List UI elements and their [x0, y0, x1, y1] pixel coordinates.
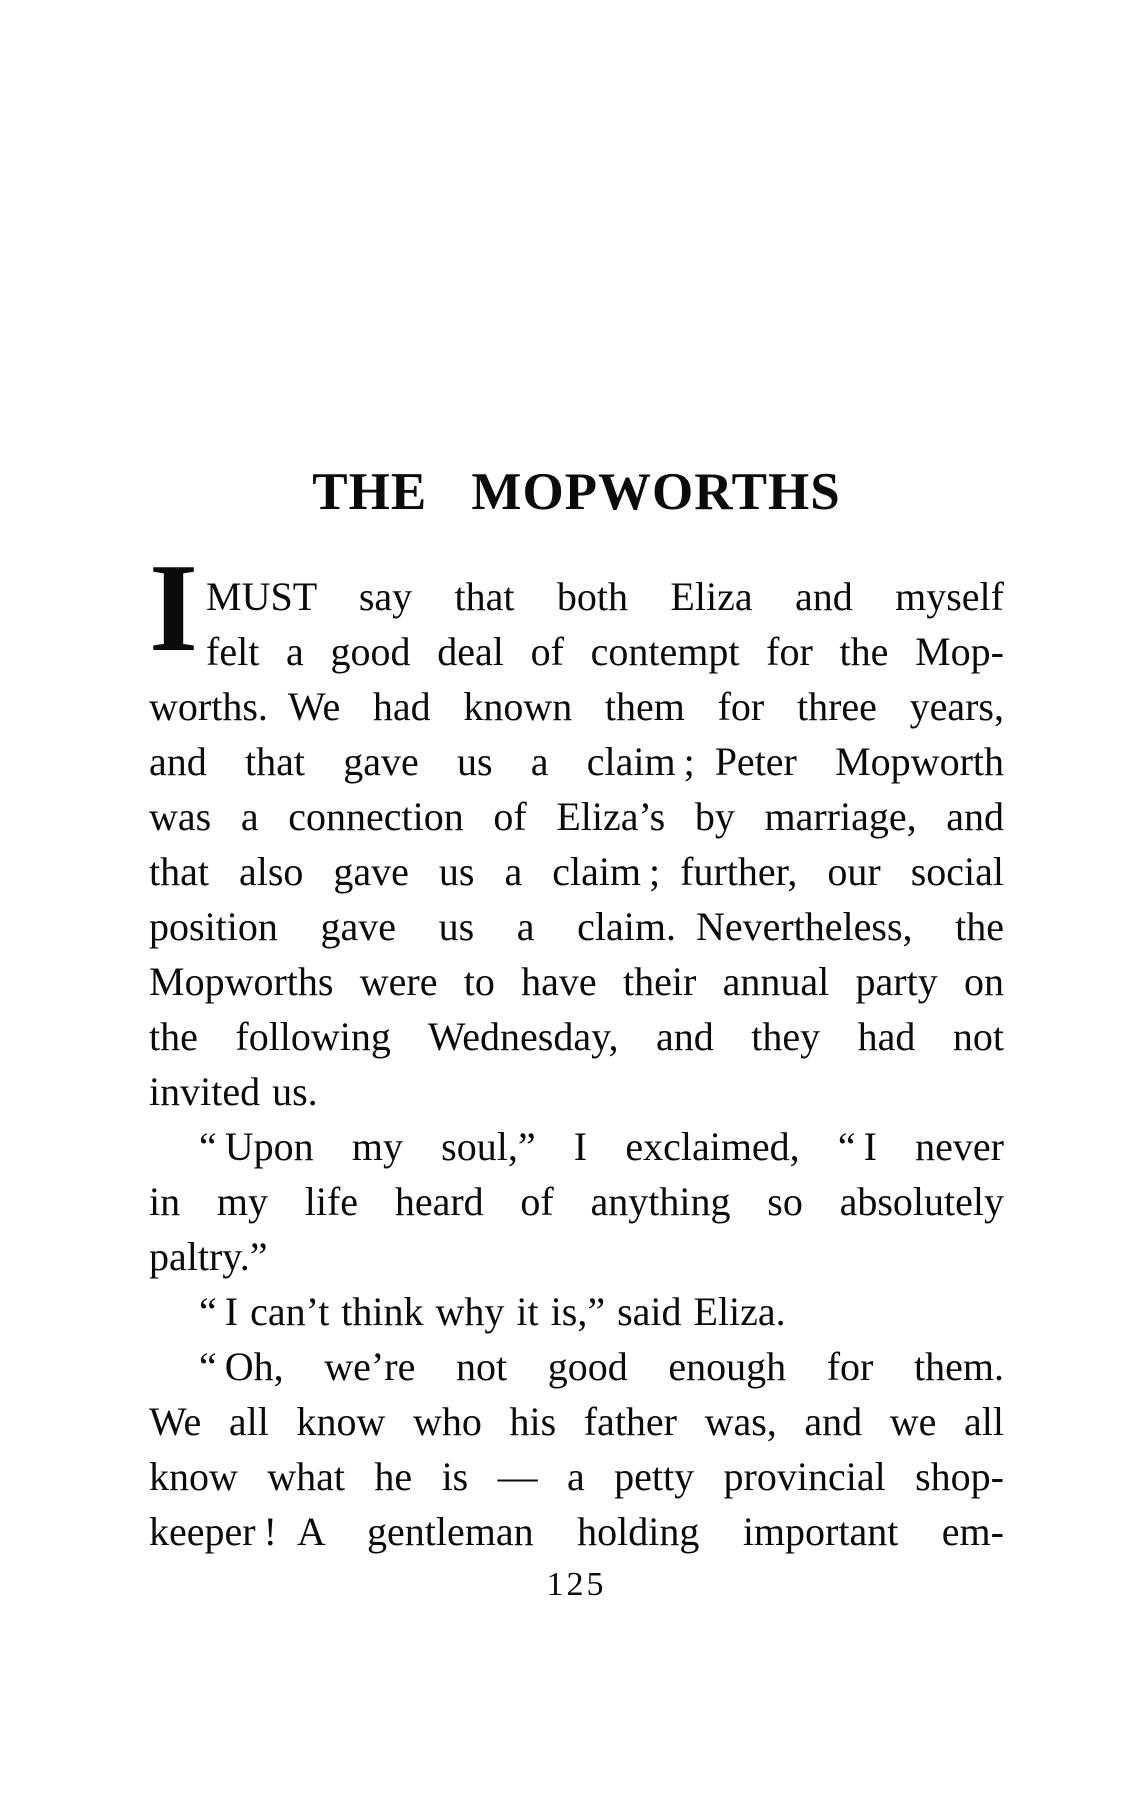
paragraph	[149, 1339, 1004, 1559]
text-line: that also gave us a claim ; further, our social	[149, 849, 1004, 894]
text-line: We all know who his father was, and we all	[149, 1399, 1004, 1444]
paragraph	[149, 1119, 1004, 1284]
text-line: “ I can’t think why it is,” said Eliza.	[199, 1289, 786, 1334]
text-line: position gave us a claim. Nevertheless, the	[149, 904, 1004, 949]
paragraph	[149, 1284, 1004, 1339]
text-line: keeper ! A gentleman holding important em-	[149, 1509, 1004, 1554]
text-line: invited us.	[149, 1069, 318, 1114]
page-number: 125	[546, 1566, 607, 1603]
text-line: worths. We had known them for three years,	[149, 684, 1004, 729]
text-line: know what he is — a petty provincial shop-	[149, 1454, 1004, 1499]
page-title: THE MOPWORTHS	[312, 463, 841, 521]
drop-cap-letter: I	[149, 539, 199, 678]
text-line: Mopworths were to have their annual party on	[149, 959, 1004, 1004]
text-line: the following Wednesday, and they had not	[149, 1014, 1004, 1059]
text-line: “ Oh, we’re not good enough for them.	[199, 1344, 1004, 1389]
text-line: MUST say that both Eliza and myself	[206, 574, 1004, 619]
text-line: and that gave us a claim ; Peter Mopworth	[149, 739, 1004, 784]
paragraph	[149, 539, 1004, 1119]
text-line: in my life heard of anything so absolutely	[149, 1179, 1004, 1224]
text-line: felt a good deal of contempt for the Mop-	[206, 629, 1004, 674]
body-text	[149, 539, 1004, 1559]
text-line: paltry.”	[149, 1234, 268, 1279]
text-line: “ Upon my soul,” I exclaimed, “ I never	[199, 1124, 1004, 1169]
text-line: was a connection of Eliza’s by marriage, and	[149, 794, 1004, 839]
